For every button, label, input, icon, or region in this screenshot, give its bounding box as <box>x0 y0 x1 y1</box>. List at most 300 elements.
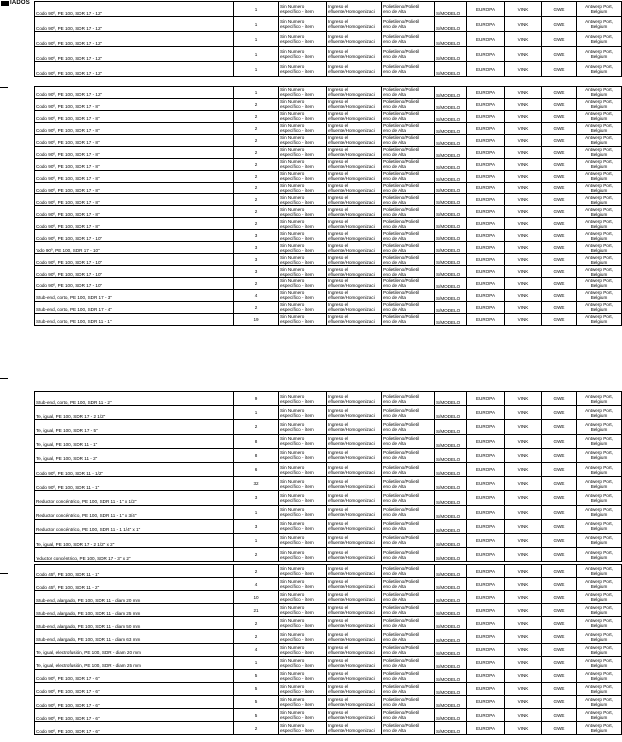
item-brand: VINK <box>505 462 542 476</box>
item-material-line2: eno de Alta <box>383 623 406 629</box>
item-model: S/MODELO <box>435 406 467 420</box>
item-code <box>279 548 327 562</box>
item-use-line2: efluente/Homogenizaci <box>328 259 375 265</box>
item-use-line2: efluente/Homogenizaci <box>328 164 375 170</box>
item-use-line1: Ingreso el <box>328 87 349 93</box>
item-material-line2: eno de Alta <box>383 512 406 518</box>
item-code-line2: específico - ítem <box>280 623 314 629</box>
item-use-line1: Ingreso el <box>328 182 349 188</box>
item-model: S/MODELO <box>435 47 467 62</box>
item-brand: VINK <box>505 242 542 254</box>
item-use <box>327 591 382 604</box>
item-material <box>382 548 435 562</box>
item-destination-line2: Belgium <box>590 441 608 447</box>
item-destination-line2: Belgium <box>590 295 608 301</box>
item-description: Te, igual, PE 100, SDR 11 - 2" <box>35 448 234 462</box>
item-code-line1: Sin Numero <box>280 618 305 624</box>
item-model: S/MODELO <box>435 617 467 630</box>
item-manufacturer: GWE <box>542 669 577 682</box>
item-quantity: 1 <box>234 2 279 17</box>
item-material-line1: Polietileno/Polietil <box>383 99 420 105</box>
item-manufacturer: GWE <box>542 420 577 434</box>
item-quantity: 2 <box>234 617 279 630</box>
item-description: Codo 90º, PE 100, SDR 11 - 1/2" <box>35 462 234 476</box>
item-material-line1: Polietileno/Polietil <box>383 710 420 716</box>
item-code-line2: específico - ítem <box>280 571 314 577</box>
item-model: S/MODELO <box>435 434 467 448</box>
item-quantity: 2 <box>234 98 279 110</box>
item-destination <box>577 289 622 301</box>
item-material <box>382 604 435 617</box>
item-brand: VINK <box>505 134 542 146</box>
item-destination-line1: Antwerp Port, <box>585 64 613 69</box>
item-material <box>382 709 435 722</box>
item-material-line1: Polietileno/Polietil <box>383 314 420 320</box>
table-row <box>35 182 622 194</box>
item-material-line2: eno de Alta <box>383 398 406 404</box>
table-row <box>35 392 622 406</box>
item-destination-line2: Belgium <box>590 728 608 734</box>
item-use-line1: Ingreso el <box>328 535 349 541</box>
item-code <box>279 434 327 448</box>
item-material <box>382 17 435 32</box>
item-destination-line1: Antwerp Port, <box>585 230 613 236</box>
item-brand: VINK <box>505 656 542 669</box>
item-manufacturer: GWE <box>542 656 577 669</box>
items-table-block-3 <box>34 391 622 562</box>
item-code-line2: específico - ítem <box>280 307 314 313</box>
item-destination-line2: Belgium <box>590 9 608 14</box>
item-destination-line1: Antwerp Port, <box>585 464 613 470</box>
item-code <box>279 122 327 134</box>
table-row <box>35 87 622 99</box>
item-destination-line1: Antwerp Port, <box>585 159 613 165</box>
item-material-line2: eno de Alta <box>383 140 406 146</box>
item-destination <box>577 218 622 230</box>
item-material <box>382 434 435 448</box>
item-manufacturer: GWE <box>542 2 577 17</box>
item-use-line1: Ingreso el <box>328 194 349 200</box>
item-material-line1: Polietileno/Polietil <box>383 111 420 117</box>
item-material <box>382 406 435 420</box>
item-material-line2: eno de Alta <box>383 728 406 734</box>
item-brand: VINK <box>505 669 542 682</box>
item-destination <box>577 695 622 708</box>
item-manufacturer: GWE <box>542 565 577 578</box>
table-row <box>35 656 622 669</box>
item-code <box>279 656 327 669</box>
table-row <box>35 630 622 643</box>
item-destination-line1: Antwerp Port, <box>585 631 613 637</box>
item-description: Te, igual, electrofusión, PE 100, SDR - diam 20 mm <box>35 643 234 656</box>
item-code-line2: específico - ítem <box>280 512 314 518</box>
item-quantity: 2 <box>234 630 279 643</box>
item-material-line2: eno de Alta <box>383 688 406 694</box>
item-material <box>382 448 435 462</box>
item-destination <box>577 2 622 17</box>
item-description: Codo 90º, PE 100, SDR 17 - 8" <box>35 206 234 218</box>
item-manufacturer: GWE <box>542 194 577 206</box>
item-use <box>327 2 382 17</box>
item-code-line1: Sin Numero <box>280 657 305 663</box>
item-material-line2: eno de Alta <box>383 554 406 560</box>
item-destination-line1: Antwerp Port, <box>585 34 613 39</box>
item-use <box>327 505 382 519</box>
item-destination-line2: Belgium <box>590 571 608 577</box>
item-use-line2: efluente/Homogenizaci <box>328 140 375 146</box>
item-quantity: 2 <box>234 218 279 230</box>
item-material <box>382 669 435 682</box>
item-use-line1: Ingreso el <box>328 566 349 572</box>
item-quantity: 5 <box>234 709 279 722</box>
item-material-line2: eno de Alta <box>383 412 406 418</box>
item-use <box>327 392 382 406</box>
item-destination-line2: Belgium <box>590 211 608 217</box>
table-row <box>35 301 622 313</box>
item-destination <box>577 122 622 134</box>
item-model: S/MODELO <box>435 110 467 122</box>
item-use <box>327 420 382 434</box>
table-row <box>35 682 622 695</box>
table-row <box>35 434 622 448</box>
item-use-line1: Ingreso el <box>328 644 349 650</box>
item-brand: VINK <box>505 17 542 32</box>
item-description: Codo 90º, PE 100, SDR 17 - 8" <box>35 182 234 194</box>
item-quantity: 3 <box>234 491 279 505</box>
item-quantity: 2 <box>234 158 279 170</box>
item-brand: VINK <box>505 548 542 562</box>
item-destination <box>577 406 622 420</box>
item-material-line1: Polietileno/Polietil <box>383 49 420 54</box>
item-manufacturer: GWE <box>542 709 577 722</box>
item-quantity: 2 <box>234 301 279 313</box>
item-code <box>279 591 327 604</box>
item-use <box>327 301 382 313</box>
item-code-line2: específico - ítem <box>280 715 314 721</box>
item-destination-line2: Belgium <box>590 319 608 325</box>
item-quantity: 1 <box>234 47 279 62</box>
item-code <box>279 194 327 206</box>
item-brand: VINK <box>505 254 542 266</box>
item-material <box>382 32 435 47</box>
item-destination <box>577 98 622 110</box>
item-quantity: 2 <box>234 146 279 158</box>
item-origin: EUROPA <box>467 565 505 578</box>
item-use-line1: Ingreso el <box>328 631 349 637</box>
item-material-line1: Polietileno/Polietil <box>383 254 420 260</box>
item-code-line1: Sin Numero <box>280 407 305 413</box>
item-description: Codo 90º, PE 100, SDR 17 - 12" <box>35 87 234 99</box>
item-quantity: 2 <box>234 134 279 146</box>
table-row <box>35 548 622 562</box>
item-code-line2: específico - ítem <box>280 469 314 475</box>
item-destination-line1: Antwerp Port, <box>585 450 613 456</box>
item-description: Codo 90º, PE 100, SDR 17 - 10" <box>35 254 234 266</box>
item-quantity: 2 <box>234 194 279 206</box>
item-model: S/MODELO <box>435 170 467 182</box>
item-code <box>279 158 327 170</box>
item-destination-line1: Antwerp Port, <box>585 194 613 200</box>
item-model: S/MODELO <box>435 709 467 722</box>
item-destination-line1: Antwerp Port, <box>585 242 613 248</box>
item-origin: EUROPA <box>467 254 505 266</box>
item-quantity: 8 <box>234 434 279 448</box>
item-code-line2: específico - ítem <box>280 483 314 489</box>
item-code <box>279 230 327 242</box>
table-row <box>35 146 622 158</box>
item-destination <box>577 146 622 158</box>
item-origin: EUROPA <box>467 313 505 325</box>
item-use-line2: efluente/Homogenizaci <box>328 526 375 532</box>
item-manufacturer: GWE <box>542 98 577 110</box>
item-description: Reductor concéntrico, PE 100, SDR 11 - 1" x 1/2" <box>35 491 234 505</box>
item-brand: VINK <box>505 420 542 434</box>
item-model: S/MODELO <box>435 695 467 708</box>
item-use-line1: Ingreso el <box>328 254 349 260</box>
item-use-line2: efluente/Homogenizaci <box>328 715 375 721</box>
item-use <box>327 62 382 77</box>
item-description: Codo 90º, PE 100, SDR 17 - 10" <box>35 278 234 290</box>
item-material <box>382 87 435 99</box>
item-material-line1: Polietileno/Polietil <box>383 549 420 555</box>
item-destination-line1: Antwerp Port, <box>585 579 613 585</box>
item-destination-line1: Antwerp Port, <box>585 182 613 188</box>
item-model: S/MODELO <box>435 134 467 146</box>
item-quantity: 4 <box>234 289 279 301</box>
item-code-line2: específico - ítem <box>280 9 314 14</box>
table-row <box>35 519 622 533</box>
item-description: Codo 45º, PE 100, SDR 11 - 1" <box>35 565 234 578</box>
item-destination <box>577 158 622 170</box>
item-origin: EUROPA <box>467 289 505 301</box>
item-material-line2: eno de Alta <box>383 426 406 432</box>
item-model: S/MODELO <box>435 98 467 110</box>
item-model: S/MODELO <box>435 565 467 578</box>
item-use <box>327 32 382 47</box>
item-material <box>382 182 435 194</box>
item-quantity: 2 <box>234 122 279 134</box>
item-model: S/MODELO <box>435 630 467 643</box>
item-use-line1: Ingreso el <box>328 171 349 177</box>
item-destination <box>577 230 622 242</box>
item-destination <box>577 462 622 476</box>
item-material <box>382 254 435 266</box>
item-use-line2: efluente/Homogenizaci <box>328 483 375 489</box>
item-use-line1: Ingreso el <box>328 407 349 413</box>
item-code-line2: específico - ítem <box>280 247 314 253</box>
item-origin: EUROPA <box>467 47 505 62</box>
item-use <box>327 98 382 110</box>
items-table-block-4 <box>34 564 622 735</box>
item-model: S/MODELO <box>435 218 467 230</box>
item-origin: EUROPA <box>467 62 505 77</box>
item-code-line2: específico - ítem <box>280 199 314 205</box>
item-material-line2: eno de Alta <box>383 649 406 655</box>
item-use-line2: efluente/Homogenizaci <box>328 199 375 205</box>
item-use-line1: Ingreso el <box>328 710 349 716</box>
item-model: S/MODELO <box>435 194 467 206</box>
item-code-line1: Sin Numero <box>280 393 305 399</box>
item-origin: EUROPA <box>467 182 505 194</box>
item-manufacturer: GWE <box>542 392 577 406</box>
item-quantity: 21 <box>234 604 279 617</box>
item-material-line1: Polietileno/Polietil <box>383 194 420 200</box>
item-material <box>382 289 435 301</box>
item-destination-line1: Antwerp Port, <box>585 605 613 611</box>
item-use-line2: efluente/Homogenizaci <box>328 426 375 432</box>
item-code-line1: Sin Numero <box>280 521 305 527</box>
item-use-line2: efluente/Homogenizaci <box>328 636 375 642</box>
item-description: Stub-end, alargado, PE 100, SDR 11 - diam 20 mm <box>35 591 234 604</box>
item-destination <box>577 392 622 406</box>
item-material-line2: eno de Alta <box>383 116 406 122</box>
item-brand: VINK <box>505 110 542 122</box>
item-brand: VINK <box>505 491 542 505</box>
item-material-line1: Polietileno/Polietil <box>383 696 420 702</box>
item-use <box>327 477 382 491</box>
item-brand: VINK <box>505 505 542 519</box>
item-material-line2: eno de Alta <box>383 164 406 170</box>
item-code-line1: Sin Numero <box>280 644 305 650</box>
item-brand: VINK <box>505 313 542 325</box>
item-code-line1: Sin Numero <box>280 135 305 141</box>
item-material-line1: Polietileno/Polietil <box>383 218 420 224</box>
item-use <box>327 519 382 533</box>
item-quantity: 32 <box>234 477 279 491</box>
item-destination-line2: Belgium <box>590 164 608 170</box>
item-material-line1: Polietileno/Polietil <box>383 492 420 498</box>
table-row <box>35 462 622 476</box>
item-material-line2: eno de Alta <box>383 199 406 205</box>
item-use-line1: Ingreso el <box>328 302 349 308</box>
item-manufacturer: GWE <box>542 47 577 62</box>
item-material <box>382 722 435 735</box>
item-manufacturer: GWE <box>542 230 577 242</box>
item-destination-line2: Belgium <box>590 701 608 707</box>
item-quantity: 2 <box>234 170 279 182</box>
item-material <box>382 591 435 604</box>
item-code <box>279 170 327 182</box>
item-material-line1: Polietileno/Polietil <box>383 290 420 296</box>
item-use <box>327 134 382 146</box>
table-row <box>35 313 622 325</box>
item-destination-line1: Antwerp Port, <box>585 266 613 272</box>
item-destination-line1: Antwerp Port, <box>585 566 613 572</box>
item-manufacturer: GWE <box>542 548 577 562</box>
item-material-line1: Polietileno/Polietil <box>383 123 420 129</box>
item-use-line2: efluente/Homogenizaci <box>328 412 375 418</box>
item-quantity: 1 <box>234 32 279 47</box>
item-material <box>382 230 435 242</box>
item-description: Codo 90º, PE 100, SDR 17 - 8" <box>35 122 234 134</box>
item-model: S/MODELO <box>435 669 467 682</box>
item-description: Codo 90º, PE 100, SDR 17 - 8" <box>35 194 234 206</box>
item-material-line1: Polietileno/Polietil <box>383 507 420 513</box>
item-code-line1: Sin Numero <box>280 206 305 212</box>
item-use-line1: Ingreso el <box>328 4 349 9</box>
item-use-line2: efluente/Homogenizaci <box>328 597 375 603</box>
item-material-line2: eno de Alta <box>383 104 406 110</box>
item-material-line1: Polietileno/Polietil <box>383 723 420 729</box>
item-code-line1: Sin Numero <box>280 478 305 484</box>
item-code <box>279 182 327 194</box>
item-description: Codo 90º, PE 100, SDR 17 - 8" <box>35 110 234 122</box>
item-destination <box>577 505 622 519</box>
item-code <box>279 301 327 313</box>
item-destination <box>577 591 622 604</box>
item-quantity: 2 <box>234 565 279 578</box>
item-use-line1: Ingreso el <box>328 49 349 54</box>
item-use <box>327 110 382 122</box>
item-material-line1: Polietileno/Polietil <box>383 450 420 456</box>
item-material-line1: Polietileno/Polietil <box>383 436 420 442</box>
item-destination <box>577 434 622 448</box>
items-table-block-1 <box>34 1 622 77</box>
item-description: Codo 90º, PE 100, SDR 17 - 8" <box>35 218 234 230</box>
item-material-line1: Polietileno/Polietil <box>383 206 420 212</box>
item-model: S/MODELO <box>435 533 467 547</box>
item-manufacturer: GWE <box>542 242 577 254</box>
item-code <box>279 695 327 708</box>
item-manufacturer: GWE <box>542 278 577 290</box>
item-quantity: 1 <box>234 505 279 519</box>
table-row <box>35 2 622 17</box>
item-use <box>327 242 382 254</box>
item-manufacturer: GWE <box>542 134 577 146</box>
item-code-line2: específico - ítem <box>280 39 314 44</box>
item-brand: VINK <box>505 230 542 242</box>
item-destination-line2: Belgium <box>590 398 608 404</box>
item-code <box>279 47 327 62</box>
item-material-line2: eno de Alta <box>383 39 406 44</box>
item-quantity: 3 <box>234 242 279 254</box>
item-destination-line2: Belgium <box>590 497 608 503</box>
item-code-line1: Sin Numero <box>280 302 305 308</box>
item-origin: EUROPA <box>467 158 505 170</box>
item-code-line1: Sin Numero <box>280 4 305 9</box>
item-destination <box>577 533 622 547</box>
item-manufacturer: GWE <box>542 406 577 420</box>
table-row <box>35 170 622 182</box>
item-brand: VINK <box>505 519 542 533</box>
item-manufacturer: GWE <box>542 491 577 505</box>
item-destination-line1: Antwerp Port, <box>585 507 613 513</box>
item-destination <box>577 32 622 47</box>
item-destination <box>577 110 622 122</box>
item-material-line1: Polietileno/Polietil <box>383 159 420 165</box>
item-destination-line2: Belgium <box>590 469 608 475</box>
item-origin: EUROPA <box>467 695 505 708</box>
item-manufacturer: GWE <box>542 617 577 630</box>
item-code-line1: Sin Numero <box>280 194 305 200</box>
item-origin: EUROPA <box>467 682 505 695</box>
table-row <box>35 158 622 170</box>
item-code <box>279 87 327 99</box>
item-use-line2: efluente/Homogenizaci <box>328 649 375 655</box>
item-brand: VINK <box>505 578 542 591</box>
item-destination-line1: Antwerp Port, <box>585 99 613 105</box>
item-material <box>382 266 435 278</box>
item-destination-line2: Belgium <box>590 662 608 668</box>
item-code-line1: Sin Numero <box>280 579 305 585</box>
item-brand: VINK <box>505 170 542 182</box>
item-destination-line2: Belgium <box>590 483 608 489</box>
item-code <box>279 669 327 682</box>
item-use <box>327 182 382 194</box>
item-brand: VINK <box>505 722 542 735</box>
table-row <box>35 578 622 591</box>
item-destination-line2: Belgium <box>590 187 608 193</box>
